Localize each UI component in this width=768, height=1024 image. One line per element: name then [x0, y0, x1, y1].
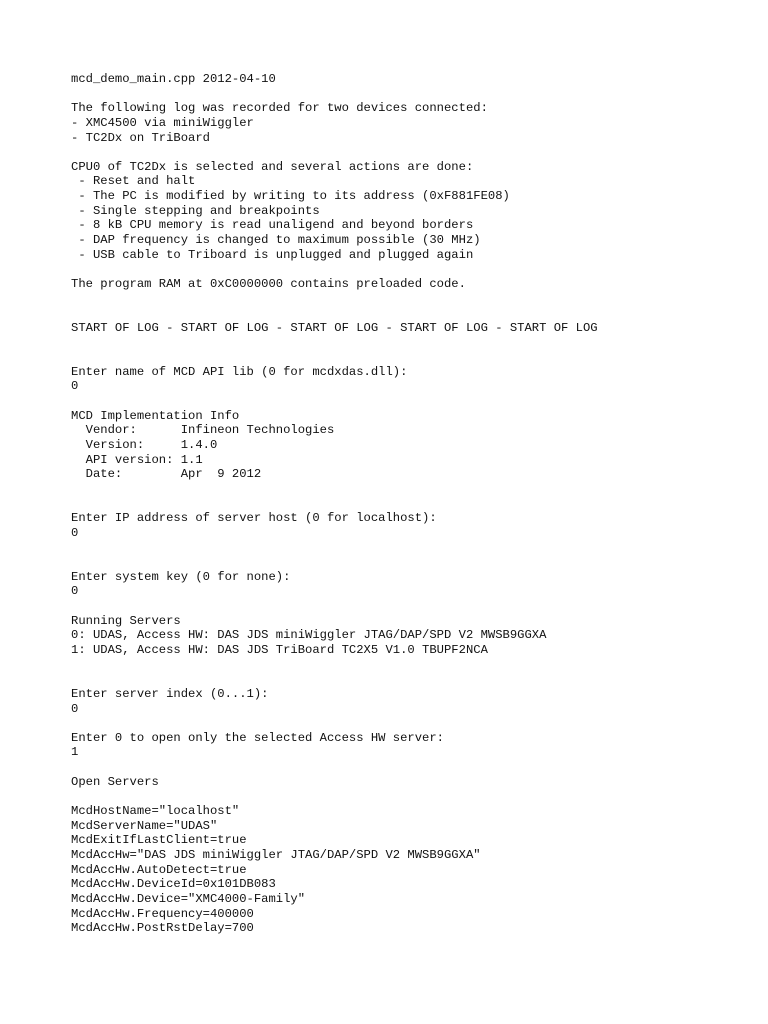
action-list-item: - 8 kB CPU memory is read unaligend and beyond borders — [71, 218, 474, 233]
action-list-item: - DAP frequency is changed to maximum possible (30 MHz) — [71, 233, 481, 248]
blank-line — [71, 350, 751, 365]
config-line: McdAccHw="DAS JDS miniWiggler JTAG/DAP/SPD V2 MWSB9GGXA" — [71, 847, 481, 862]
config-line: McdServerName="UDAS" — [71, 818, 218, 833]
response-line: 0 — [71, 584, 79, 599]
action-list-item: - Single stepping and breakpoints — [71, 203, 320, 218]
blank-line — [71, 145, 751, 160]
blank-line — [71, 394, 751, 409]
info-line: Version: 1.4.0 — [71, 438, 218, 453]
config-line: McdAccHw.Device="XMC4000-Family" — [71, 891, 306, 906]
config-line: McdAccHw.DeviceId=0x101DB083 — [71, 877, 276, 892]
config-line: McdAccHw.Frequency=400000 — [71, 906, 254, 921]
blank-line — [71, 262, 751, 277]
blank-line — [71, 336, 751, 351]
action-list-item: - The PC is modified by writing to its address (0xF881FE08) — [71, 189, 510, 204]
response-line: 0 — [71, 525, 79, 540]
server-entry: 0: UDAS, Access HW: DAS JDS miniWiggler JTAG/DAP/SPD V2 MWSB9GGXA — [71, 628, 547, 643]
blank-line — [71, 760, 751, 775]
info-line: API version: 1.1 — [71, 452, 203, 467]
log-document — [71, 72, 751, 936]
response-line: 0 — [71, 379, 79, 394]
prompt-line: Enter 0 to open only the selected Access HW server: — [71, 730, 444, 745]
file-header-line: mcd_demo_main.cpp 2012-04-10 — [71, 72, 276, 86]
prompt-line: Enter name of MCD API lib (0 for mcdxdas.dll): — [71, 364, 408, 379]
blank-line — [71, 789, 751, 804]
prompt-line: Enter IP address of server host (0 for localhost): — [71, 511, 437, 526]
blank-line — [71, 716, 751, 731]
blank-line — [71, 658, 751, 673]
server-entry: 1: UDAS, Access HW: DAS JDS TriBoard TC2X5 V1.0 TBUPF2NCA — [71, 642, 488, 657]
response-line: 1 — [71, 745, 79, 760]
actions-intro-line: CPU0 of TC2Dx is selected and several actions are done: — [71, 159, 474, 174]
config-line: McdAccHw.PostRstDelay=700 — [71, 921, 254, 936]
program-ram-line: The program RAM at 0xC0000000 contains preloaded code. — [71, 276, 466, 291]
action-list-item: - Reset and halt — [71, 174, 196, 189]
config-line: McdExitIfLastClient=true — [71, 833, 247, 848]
blank-line — [71, 497, 751, 512]
device-list-item: - TC2Dx on TriBoard — [71, 130, 210, 145]
action-list-item: - USB cable to Triboard is unplugged and plugged again — [71, 247, 474, 262]
config-line: McdAccHw.AutoDetect=true — [71, 862, 247, 877]
device-list-item: - XMC4500 via miniWiggler — [71, 115, 254, 130]
blank-line — [71, 482, 751, 497]
blank-line — [71, 541, 751, 556]
blank-line — [71, 555, 751, 570]
blank-line — [71, 292, 751, 307]
intro-line: The following log was recorded for two devices connected: — [71, 101, 488, 116]
start-of-log-banner: START OF LOG - START OF LOG - START OF LOG - START OF LOG - START OF LOG — [71, 320, 598, 335]
info-line: Vendor: Infineon Technologies — [71, 423, 335, 438]
section-heading: Running Servers — [71, 613, 181, 628]
blank-line — [71, 306, 751, 321]
blank-line — [71, 672, 751, 687]
prompt-line: Enter server index (0...1): — [71, 686, 269, 701]
blank-line — [71, 87, 751, 102]
section-heading: Open Servers — [71, 774, 159, 789]
config-line: McdHostName="localhost" — [71, 804, 240, 819]
blank-line — [71, 599, 751, 614]
response-line: 0 — [71, 701, 79, 716]
section-heading: MCD Implementation Info — [71, 408, 240, 423]
info-line: Date: Apr 9 2012 — [71, 467, 262, 482]
prompt-line: Enter system key (0 for none): — [71, 569, 291, 584]
